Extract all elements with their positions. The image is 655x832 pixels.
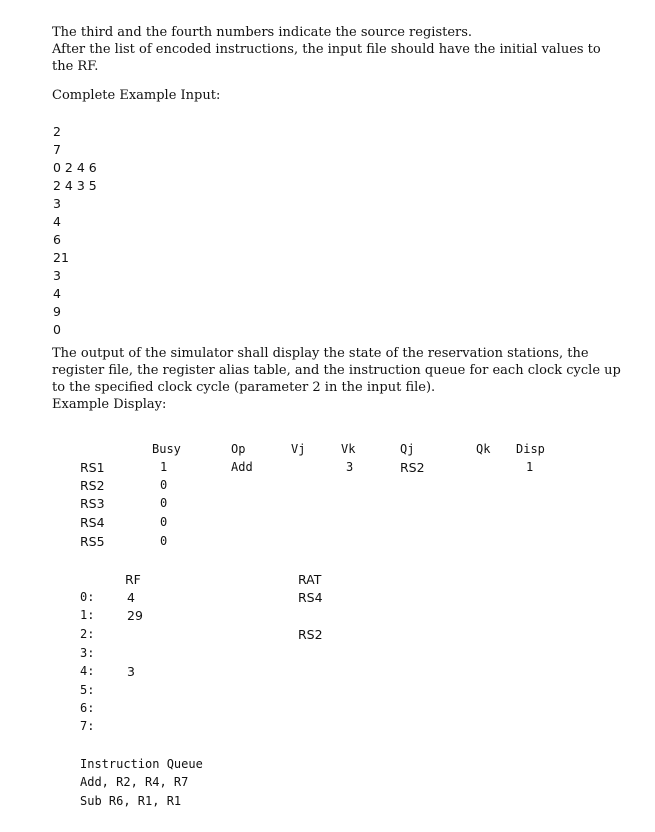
input-line: 3	[53, 268, 61, 283]
rs-op: Add	[231, 460, 253, 474]
reg-index: 1:	[80, 608, 95, 622]
header-vk: Vk	[341, 442, 356, 456]
rs-busy: 0	[160, 496, 168, 510]
rs-name: RS1	[80, 460, 105, 475]
reg-index: 7:	[80, 719, 95, 733]
output-desc-line-2: register file, the register alias table, and the instruction queue for each clock cycle up	[52, 363, 621, 378]
header-vj: Vj	[291, 442, 306, 456]
input-line: 3	[53, 196, 61, 211]
intro-line-3: the RF.	[52, 59, 99, 74]
input-line: 21	[53, 250, 69, 265]
input-line: 4	[53, 286, 61, 301]
rs-name: RS3	[80, 496, 105, 511]
rs-name: RS5	[80, 534, 105, 549]
rf-value: 3	[127, 664, 135, 679]
input-line: 9	[53, 304, 61, 319]
input-line: 7	[53, 142, 61, 157]
output-desc-line-4: Example Display:	[52, 397, 167, 412]
instruction-queue-title: Instruction Queue	[80, 757, 203, 771]
rs-name: RS4	[80, 515, 105, 530]
input-line: 0	[53, 322, 61, 337]
rs-vk: 3	[346, 460, 354, 474]
reg-index: 5:	[80, 683, 95, 697]
reg-index: 4:	[80, 664, 95, 678]
header-qk: Qk	[476, 442, 491, 456]
header-op: Op	[231, 442, 246, 456]
input-line: 0 2 4 6	[53, 160, 97, 175]
input-line: 6	[53, 232, 61, 247]
rf-value: 29	[127, 608, 143, 623]
input-line: 2 4 3 5	[53, 178, 97, 193]
rs-busy: 0	[160, 534, 168, 548]
rf-header: RF	[125, 572, 141, 587]
rf-value: 4	[127, 590, 135, 605]
header-busy: Busy	[152, 442, 181, 456]
input-line: 2	[53, 124, 61, 139]
example-input-list	[53, 123, 97, 339]
header-qj: Qj	[400, 442, 415, 456]
instruction-item: Add, R2, R4, R7	[80, 775, 189, 789]
intro-line-1: The third and the fourth numbers indicate the source registers.	[52, 25, 473, 40]
rs-name: RS2	[80, 478, 105, 493]
rat-value: RS2	[298, 627, 323, 642]
rat-header: RAT	[298, 572, 322, 587]
intro-paragraph	[52, 24, 601, 75]
input-line: 4	[53, 214, 61, 229]
rs-disp: 1	[526, 460, 534, 474]
example-input-heading: Complete Example Input:	[52, 88, 221, 103]
output-desc-line-1: The output of the simulator shall display the state of the reservation stations, the	[52, 346, 589, 361]
reg-index: 0:	[80, 590, 95, 604]
reg-index: 2:	[80, 627, 95, 641]
rs-busy: 1	[160, 460, 168, 474]
reg-index: 3:	[80, 646, 95, 660]
header-disp: Disp	[516, 442, 545, 456]
output-description	[52, 345, 621, 413]
intro-line-2: After the list of encoded instructions, the input file should have the initial values to	[52, 42, 601, 57]
rs-qj: RS2	[400, 460, 425, 475]
rs-busy: 0	[160, 478, 168, 492]
instruction-item: Sub R6, R1, R1	[80, 794, 182, 808]
output-desc-line-3: to the specified clock cycle (parameter 2 in the input file).	[52, 380, 436, 395]
rs-busy: 0	[160, 515, 168, 529]
reg-index: 6:	[80, 701, 95, 715]
rat-value: RS4	[298, 590, 323, 605]
